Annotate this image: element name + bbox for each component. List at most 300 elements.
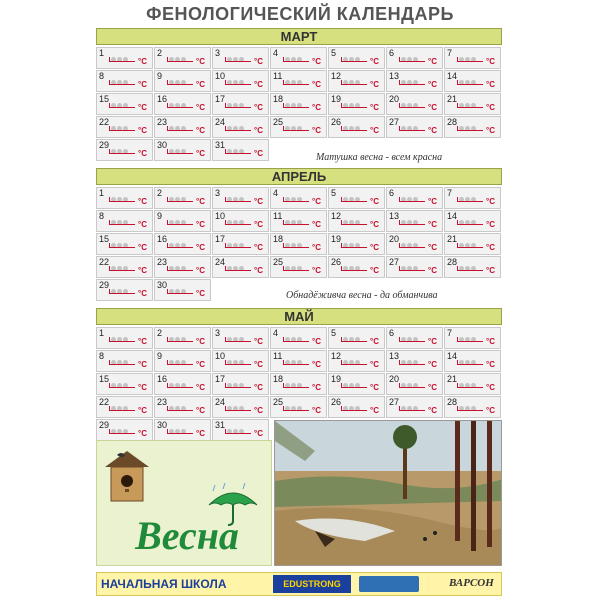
temp-entry-line[interactable]	[399, 201, 425, 202]
day-number: 12	[331, 71, 342, 81]
day-cell[interactable]	[96, 187, 153, 209]
weather-symbols-icon	[401, 352, 421, 361]
day-cell[interactable]	[154, 350, 211, 372]
season-panel	[96, 440, 272, 566]
temp-unit: °C	[254, 197, 263, 206]
day-number: 24	[215, 257, 226, 267]
temp-entry-line[interactable]	[341, 224, 367, 225]
weather-symbols-icon	[285, 258, 305, 267]
day-cell[interactable]	[212, 210, 269, 232]
temp-entry-line[interactable]	[283, 130, 309, 131]
temp-unit: °C	[428, 126, 437, 135]
temp-entry-line[interactable]	[341, 270, 367, 271]
temp-entry-line[interactable]	[399, 84, 425, 85]
proverb: Матушка весна - всем красна	[316, 152, 443, 163]
weather-symbols-icon	[169, 281, 189, 290]
temp-entry-line[interactable]	[399, 107, 425, 108]
day-number: 2	[157, 188, 163, 198]
weather-symbols-icon	[459, 258, 479, 267]
temp-entry-line[interactable]	[225, 364, 251, 365]
temp-entry-line[interactable]	[109, 84, 135, 85]
weather-symbols-icon	[169, 329, 189, 338]
day-cell[interactable]	[212, 139, 269, 161]
temp-entry-line[interactable]	[225, 84, 251, 85]
day-cell[interactable]	[96, 373, 153, 395]
day-cell[interactable]	[154, 47, 211, 69]
temp-entry-line[interactable]	[283, 247, 309, 248]
day-cell[interactable]	[444, 187, 501, 209]
day-cell[interactable]	[212, 70, 269, 92]
temp-unit: °C	[254, 126, 263, 135]
day-cell[interactable]	[444, 47, 501, 69]
temp-entry-line[interactable]	[457, 224, 483, 225]
temp-unit: °C	[254, 103, 263, 112]
day-cell[interactable]	[96, 327, 153, 349]
day-cell[interactable]	[386, 70, 443, 92]
day-cell[interactable]	[386, 327, 443, 349]
temp-entry-line[interactable]	[225, 247, 251, 248]
temp-entry-line[interactable]	[109, 270, 135, 271]
day-number: 15	[99, 374, 110, 384]
day-cell[interactable]	[386, 47, 443, 69]
temp-entry-line[interactable]	[167, 433, 193, 434]
temp-entry-line[interactable]	[109, 293, 135, 294]
weather-symbols-icon	[343, 398, 363, 407]
day-cell[interactable]	[212, 419, 269, 441]
day-cell[interactable]	[328, 396, 385, 418]
day-number: 19	[331, 94, 342, 104]
day-number: 19	[331, 234, 342, 244]
temp-unit: °C	[196, 220, 205, 229]
day-cell[interactable]	[444, 233, 501, 255]
day-cell[interactable]	[270, 116, 327, 138]
weather-symbols-icon	[285, 398, 305, 407]
temp-entry-line[interactable]	[457, 130, 483, 131]
temp-entry-line[interactable]	[109, 153, 135, 154]
day-cell[interactable]	[328, 373, 385, 395]
day-cell[interactable]	[154, 210, 211, 232]
day-number: 14	[447, 351, 458, 361]
temp-entry-line[interactable]	[167, 107, 193, 108]
temp-entry-line[interactable]	[167, 247, 193, 248]
day-cell[interactable]	[270, 350, 327, 372]
day-cell[interactable]	[270, 210, 327, 232]
temp-entry-line[interactable]	[283, 341, 309, 342]
day-number: 14	[447, 211, 458, 221]
weather-symbols-icon	[401, 72, 421, 81]
weather-symbols-icon	[285, 72, 305, 81]
temp-entry-line[interactable]	[283, 410, 309, 411]
day-cell[interactable]	[270, 327, 327, 349]
day-cell[interactable]	[212, 47, 269, 69]
temp-entry-line[interactable]	[109, 364, 135, 365]
temp-entry-line[interactable]	[457, 84, 483, 85]
weather-symbols-icon	[169, 421, 189, 430]
day-cell[interactable]	[328, 210, 385, 232]
day-number: 4	[273, 328, 279, 338]
temp-entry-line[interactable]	[109, 433, 135, 434]
temp-entry-line[interactable]	[341, 201, 367, 202]
temp-unit: °C	[196, 103, 205, 112]
day-cell[interactable]	[96, 419, 153, 441]
temp-unit: °C	[486, 197, 495, 206]
weather-symbols-icon	[227, 118, 247, 127]
temp-entry-line[interactable]	[283, 107, 309, 108]
temp-unit: °C	[312, 57, 321, 66]
temp-entry-line[interactable]	[283, 224, 309, 225]
temp-unit: °C	[312, 220, 321, 229]
day-cell[interactable]	[270, 373, 327, 395]
temp-entry-line[interactable]	[109, 130, 135, 131]
temp-entry-line[interactable]	[283, 270, 309, 271]
temp-entry-line[interactable]	[457, 410, 483, 411]
day-cell[interactable]	[96, 396, 153, 418]
temp-entry-line[interactable]	[457, 247, 483, 248]
day-number: 13	[389, 71, 400, 81]
temp-entry-line[interactable]	[225, 130, 251, 131]
temp-entry-line[interactable]	[109, 201, 135, 202]
day-number: 30	[157, 280, 168, 290]
day-cell[interactable]	[444, 210, 501, 232]
temp-entry-line[interactable]	[341, 61, 367, 62]
temp-unit: °C	[370, 80, 379, 89]
temp-entry-line[interactable]	[109, 61, 135, 62]
day-cell[interactable]	[212, 233, 269, 255]
temp-entry-line[interactable]	[399, 247, 425, 248]
day-cell[interactable]	[154, 139, 211, 161]
temp-entry-line[interactable]	[167, 341, 193, 342]
temp-entry-line[interactable]	[341, 130, 367, 131]
footer-bar	[96, 572, 502, 596]
day-number: 19	[331, 374, 342, 384]
month-header: МАРТ	[96, 28, 502, 45]
temp-unit: °C	[486, 406, 495, 415]
weather-symbols-icon	[111, 398, 131, 407]
day-cell[interactable]	[96, 139, 153, 161]
temp-unit: °C	[486, 80, 495, 89]
day-number: 26	[331, 257, 342, 267]
day-number: 26	[331, 397, 342, 407]
temp-entry-line[interactable]	[399, 270, 425, 271]
day-cell[interactable]	[212, 187, 269, 209]
day-cell[interactable]	[96, 233, 153, 255]
temp-entry-line[interactable]	[341, 410, 367, 411]
temp-entry-line[interactable]	[225, 61, 251, 62]
temp-unit: °C	[138, 429, 147, 438]
day-cell[interactable]	[212, 116, 269, 138]
temp-entry-line[interactable]	[167, 84, 193, 85]
weather-symbols-icon	[343, 352, 363, 361]
temp-entry-line[interactable]	[399, 61, 425, 62]
day-cell[interactable]	[96, 350, 153, 372]
day-cell[interactable]	[270, 70, 327, 92]
temp-entry-line[interactable]	[167, 410, 193, 411]
day-cell[interactable]	[328, 116, 385, 138]
temp-entry-line[interactable]	[225, 201, 251, 202]
temp-entry-line[interactable]	[341, 341, 367, 342]
day-cell[interactable]	[270, 93, 327, 115]
temp-unit: °C	[312, 266, 321, 275]
day-cell[interactable]	[154, 419, 211, 441]
weather-symbols-icon	[401, 258, 421, 267]
temp-unit: °C	[486, 383, 495, 392]
day-number: 1	[99, 48, 105, 58]
day-cell[interactable]	[270, 187, 327, 209]
day-cell[interactable]	[386, 116, 443, 138]
day-number: 9	[157, 211, 163, 221]
day-cell[interactable]	[328, 70, 385, 92]
temp-entry-line[interactable]	[167, 224, 193, 225]
day-number: 7	[447, 48, 453, 58]
temp-entry-line[interactable]	[399, 387, 425, 388]
temp-entry-line[interactable]	[457, 107, 483, 108]
weather-symbols-icon	[111, 49, 131, 58]
temp-entry-line[interactable]	[109, 224, 135, 225]
day-cell[interactable]	[328, 327, 385, 349]
temp-unit: °C	[196, 383, 205, 392]
weather-symbols-icon	[169, 212, 189, 221]
day-number: 10	[215, 211, 226, 221]
temp-entry-line[interactable]	[399, 410, 425, 411]
day-number: 17	[215, 94, 226, 104]
temp-unit: °C	[196, 429, 205, 438]
temp-entry-line[interactable]	[167, 201, 193, 202]
temp-unit: °C	[486, 220, 495, 229]
day-cell[interactable]	[386, 233, 443, 255]
temp-entry-line[interactable]	[457, 270, 483, 271]
weather-symbols-icon	[401, 375, 421, 384]
day-number: 8	[99, 71, 105, 81]
weather-symbols-icon	[169, 352, 189, 361]
temp-entry-line[interactable]	[341, 107, 367, 108]
day-cell[interactable]	[96, 116, 153, 138]
day-cell[interactable]	[444, 350, 501, 372]
day-number: 12	[331, 211, 342, 221]
day-cell[interactable]	[444, 373, 501, 395]
weather-symbols-icon	[285, 189, 305, 198]
day-cell[interactable]	[154, 93, 211, 115]
temp-unit: °C	[486, 243, 495, 252]
temp-entry-line[interactable]	[225, 410, 251, 411]
temp-unit: °C	[486, 360, 495, 369]
temp-unit: °C	[312, 337, 321, 346]
day-cell[interactable]	[328, 350, 385, 372]
temp-unit: °C	[254, 406, 263, 415]
weather-symbols-icon	[169, 118, 189, 127]
temp-entry-line[interactable]	[225, 433, 251, 434]
day-cell[interactable]	[386, 256, 443, 278]
page-title: ФЕНОЛОГИЧЕСКИЙ КАЛЕНДАРЬ	[146, 4, 454, 24]
temp-entry-line[interactable]	[109, 410, 135, 411]
day-cell[interactable]	[444, 116, 501, 138]
day-cell[interactable]	[96, 256, 153, 278]
day-cell[interactable]	[212, 93, 269, 115]
temp-entry-line[interactable]	[341, 84, 367, 85]
day-cell[interactable]	[154, 327, 211, 349]
temp-unit: °C	[312, 360, 321, 369]
day-cell[interactable]	[154, 116, 211, 138]
day-cell[interactable]	[444, 256, 501, 278]
weather-symbols-icon	[459, 235, 479, 244]
month-block-april	[96, 168, 502, 302]
weather-symbols-icon	[401, 212, 421, 221]
temp-entry-line[interactable]	[225, 341, 251, 342]
day-cell[interactable]	[270, 396, 327, 418]
temp-unit: °C	[312, 243, 321, 252]
day-cell[interactable]	[328, 93, 385, 115]
birdhouse-icon	[103, 449, 151, 505]
day-cell[interactable]	[212, 373, 269, 395]
temp-entry-line[interactable]	[457, 364, 483, 365]
temp-entry-line[interactable]	[457, 61, 483, 62]
temp-entry-line[interactable]	[399, 341, 425, 342]
temp-unit: °C	[254, 149, 263, 158]
temp-entry-line[interactable]	[225, 224, 251, 225]
day-cell[interactable]	[386, 210, 443, 232]
day-cell[interactable]	[212, 396, 269, 418]
temp-entry-line[interactable]	[283, 201, 309, 202]
temp-entry-line[interactable]	[457, 387, 483, 388]
day-number: 31	[215, 140, 226, 150]
day-cell[interactable]	[270, 47, 327, 69]
day-number: 30	[157, 140, 168, 150]
day-cell[interactable]	[444, 93, 501, 115]
temp-entry-line[interactable]	[457, 201, 483, 202]
weather-symbols-icon	[169, 49, 189, 58]
temp-entry-line[interactable]	[109, 341, 135, 342]
temp-unit: °C	[196, 406, 205, 415]
day-cell[interactable]	[96, 93, 153, 115]
day-number: 2	[157, 48, 163, 58]
temp-entry-line[interactable]	[109, 247, 135, 248]
day-cell[interactable]	[444, 396, 501, 418]
day-cell[interactable]	[96, 47, 153, 69]
day-number: 10	[215, 351, 226, 361]
temp-entry-line[interactable]	[341, 247, 367, 248]
day-cell[interactable]	[96, 210, 153, 232]
day-number: 15	[99, 94, 110, 104]
weather-symbols-icon	[401, 398, 421, 407]
temp-entry-line[interactable]	[283, 61, 309, 62]
day-cell[interactable]	[212, 256, 269, 278]
day-cell[interactable]	[154, 187, 211, 209]
day-number: 1	[99, 328, 105, 338]
day-number: 6	[389, 328, 395, 338]
weather-symbols-icon	[343, 49, 363, 58]
temp-entry-line[interactable]	[167, 153, 193, 154]
weather-symbols-icon	[285, 329, 305, 338]
day-cell[interactable]	[270, 233, 327, 255]
temp-entry-line[interactable]	[167, 293, 193, 294]
day-number: 7	[447, 188, 453, 198]
temp-entry-line[interactable]	[225, 153, 251, 154]
day-number: 5	[331, 188, 337, 198]
day-cell[interactable]	[154, 373, 211, 395]
weather-symbols-icon	[169, 398, 189, 407]
temp-entry-line[interactable]	[283, 84, 309, 85]
day-grid	[96, 45, 502, 162]
day-number: 5	[331, 328, 337, 338]
day-cell[interactable]	[386, 93, 443, 115]
temp-unit: °C	[138, 103, 147, 112]
temp-unit: °C	[138, 57, 147, 66]
temp-entry-line[interactable]	[109, 387, 135, 388]
day-number: 17	[215, 374, 226, 384]
day-cell[interactable]	[154, 396, 211, 418]
weather-symbols-icon	[401, 189, 421, 198]
temp-entry-line[interactable]	[399, 130, 425, 131]
month-block-march	[96, 28, 502, 162]
temp-unit: °C	[196, 243, 205, 252]
temp-entry-line[interactable]	[399, 224, 425, 225]
temp-unit: °C	[486, 337, 495, 346]
day-number: 12	[331, 351, 342, 361]
day-cell[interactable]	[386, 187, 443, 209]
temp-entry-line[interactable]	[283, 387, 309, 388]
temp-entry-line[interactable]	[167, 387, 193, 388]
day-cell[interactable]	[96, 279, 153, 301]
temp-entry-line[interactable]	[341, 364, 367, 365]
publisher-name: ВАРСОН	[449, 577, 494, 589]
temp-entry-line[interactable]	[167, 130, 193, 131]
weather-symbols-icon	[343, 375, 363, 384]
day-cell[interactable]	[96, 70, 153, 92]
temp-entry-line[interactable]	[225, 107, 251, 108]
temp-entry-line[interactable]	[225, 270, 251, 271]
day-cell[interactable]	[270, 256, 327, 278]
day-cell[interactable]	[444, 327, 501, 349]
weather-symbols-icon	[343, 189, 363, 198]
temp-entry-line[interactable]	[225, 387, 251, 388]
day-cell[interactable]	[154, 279, 211, 301]
temp-entry-line[interactable]	[167, 270, 193, 271]
day-cell[interactable]	[154, 256, 211, 278]
day-number: 9	[157, 71, 163, 81]
day-number: 23	[157, 257, 168, 267]
temp-entry-line[interactable]	[167, 364, 193, 365]
day-cell[interactable]	[444, 70, 501, 92]
day-number: 20	[389, 94, 400, 104]
day-cell[interactable]	[328, 256, 385, 278]
weather-symbols-icon	[401, 118, 421, 127]
temp-unit: °C	[196, 149, 205, 158]
day-cell[interactable]	[154, 233, 211, 255]
landscape-painting	[274, 420, 502, 566]
day-cell[interactable]	[328, 187, 385, 209]
temp-entry-line[interactable]	[109, 107, 135, 108]
temp-entry-line[interactable]	[399, 364, 425, 365]
temp-entry-line[interactable]	[457, 341, 483, 342]
day-number: 11	[273, 71, 283, 81]
weather-symbols-icon	[227, 212, 247, 221]
temp-entry-line[interactable]	[283, 364, 309, 365]
day-number: 24	[215, 397, 226, 407]
temp-unit: °C	[428, 103, 437, 112]
day-cell[interactable]	[386, 350, 443, 372]
day-cell[interactable]	[328, 47, 385, 69]
day-cell[interactable]	[386, 373, 443, 395]
temp-entry-line[interactable]	[167, 61, 193, 62]
day-cell[interactable]	[154, 70, 211, 92]
weather-symbols-icon	[343, 235, 363, 244]
day-number: 28	[447, 257, 458, 267]
day-number: 18	[273, 94, 284, 104]
day-cell[interactable]	[386, 396, 443, 418]
day-cell[interactable]	[212, 350, 269, 372]
day-cell[interactable]	[328, 233, 385, 255]
temp-entry-line[interactable]	[341, 387, 367, 388]
day-cell[interactable]	[212, 327, 269, 349]
